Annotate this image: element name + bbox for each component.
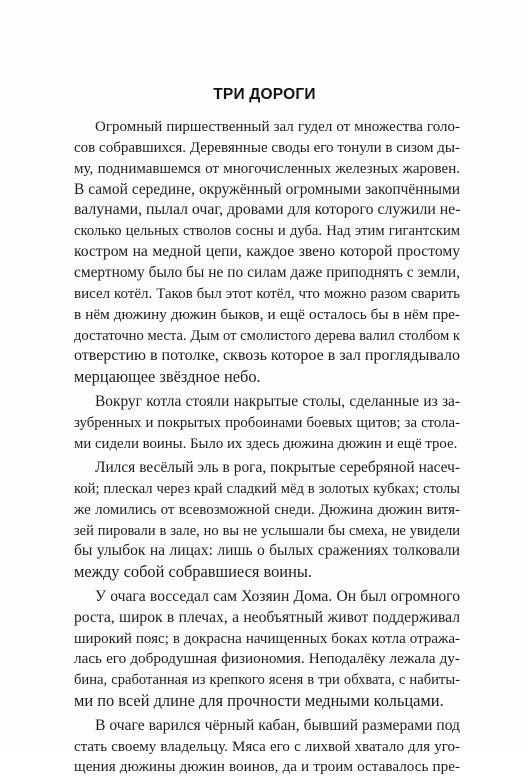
text-line: сколько цельных стволов сосны и дуба. Над этим гигантским (74, 223, 460, 240)
text-line: Вокруг котла стояли накрытые столы, сделанные из за- (95, 392, 460, 410)
text-line: костром на медной цепи, каждое звено которой простому (74, 243, 460, 261)
text-line: ми по всей длине для прочности медными кольцами. (74, 691, 444, 711)
text-line: висел котёл. Таков был этот котёл, что можно разом сварить (74, 285, 460, 302)
text-line: лась его добродушная физиономия. Неподалёку лежала ду- (74, 650, 460, 668)
text-line: Огромный пиршественный зал гудел от множества голо- (95, 119, 460, 135)
text-line: в нём дюжину дюжин быков, и ещё осталось бы в нём пре- (74, 305, 460, 323)
text-line: отверстию в потолке, сквозь которое в зал проглядывало (74, 347, 460, 365)
text-line: смертному было бы не по силам даже приподнять с земли, (74, 263, 460, 281)
text-line: роста, широк в плечах, а необъятный живот поддерживал (74, 608, 460, 626)
text-line: В самой середине, окружённый огромными закопчёнными (74, 180, 460, 198)
text-line: бы улыбок на лицах: лишь о былых сражениях толковали (74, 542, 460, 560)
text-line: кой; плескал через край сладкий мёд в золотых кубках; столы (74, 480, 460, 497)
text-line: валунами, пылал очаг, дровами для которого служили не- (74, 201, 461, 219)
text-line: бина, сработанная из крепкого ясеня в три обхвата, с набиты- (74, 672, 460, 689)
text-line: зубренных и покрытых пробоинами боевых щитов; за стола- (74, 414, 460, 431)
text-line: мерцающее звёздное небо. (74, 367, 261, 387)
text-line: между собой собравшиеся воины. (74, 562, 312, 582)
text-line: достаточно места. Дым от смолистого дерева валил столбом к (74, 327, 460, 344)
text-line: В очаге варился чёрный кабан, бывший размерами под (95, 716, 460, 734)
chapter-title: ТРИ ДОРОГИ (213, 86, 316, 103)
text-line: сов собравшихся. Деревянные своды его тонули в сизом ды- (74, 139, 460, 156)
text-line: му, поднимавшемся от многочисленных железных жаровен. (74, 160, 460, 177)
text-line: ми сидели воины. Было их здесь дюжина дюжин и ещё трое. (74, 435, 458, 452)
text-line: Лился весёлый эль в рога, покрытые серебряной насеч- (95, 459, 460, 476)
text-line: зей пировали в зале, но вы не услышали бы смеха, не увидели (74, 522, 460, 539)
text-line: стать своему владельцу. Мяса его с лихвой хватало для уго- (74, 738, 460, 755)
text-line: широкий пояс; в докрасна начищенных боках котла отража- (74, 630, 460, 647)
text-line: щения дюжины дюжин воинов, да и троим оставалось пре- (74, 758, 460, 776)
text-line: У очага восседал сам Хозяин Дома. Он был огромного (95, 587, 460, 605)
text-line: же ломились от всевозможной снеди. Дюжина дюжин витя- (74, 501, 460, 518)
